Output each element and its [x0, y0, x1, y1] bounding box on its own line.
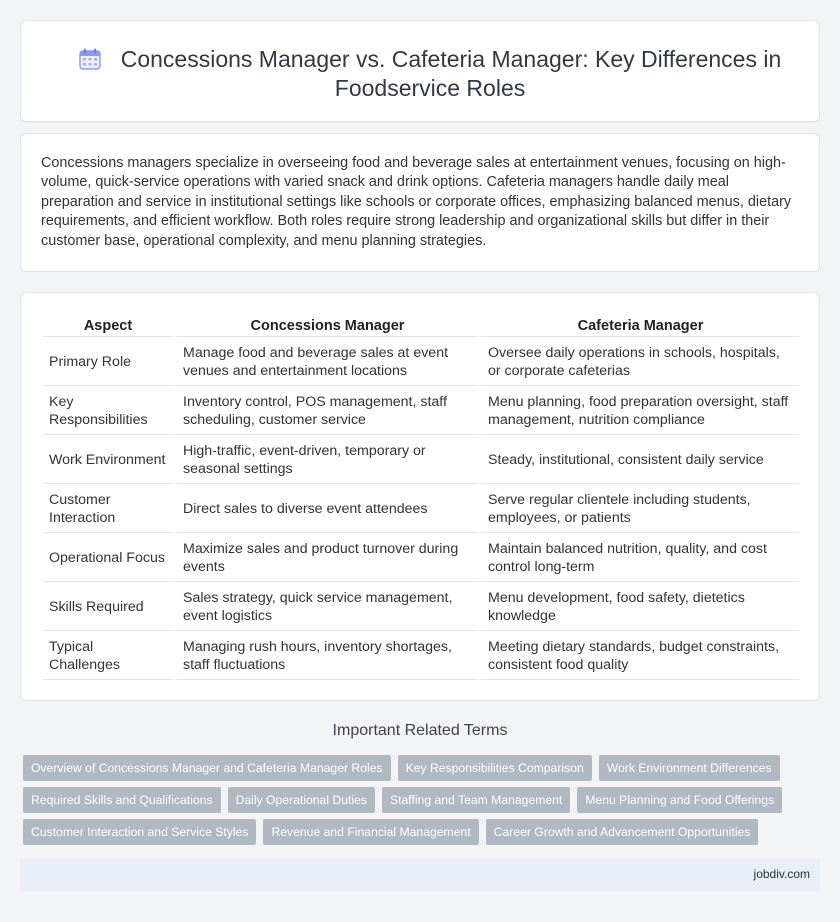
- table-row: [43, 435, 799, 484]
- related-term-tag[interactable]: Customer Interaction and Service Styles: [23, 819, 256, 845]
- tag-row: [23, 755, 823, 781]
- row-cafeteria: Maintain balanced nutrition, quality, and cost control long-term: [478, 533, 799, 582]
- row-cafeteria: Serve regular clientele including students, employees, or patients: [478, 484, 799, 533]
- table-row: [43, 533, 799, 582]
- row-aspect: Customer Interaction: [43, 484, 173, 533]
- related-term-tag[interactable]: Career Growth and Advancement Opportunities: [486, 819, 759, 845]
- intro-card: [20, 133, 820, 272]
- comparison-table: [43, 315, 799, 680]
- row-concessions: Sales strategy, quick service management, event logistics: [173, 582, 478, 631]
- row-concessions: Managing rush hours, inventory shortages, staff fluctuations: [173, 631, 478, 680]
- related-terms-list: [23, 755, 823, 851]
- header-aspect: Aspect: [43, 315, 173, 337]
- related-term-tag[interactable]: Daily Operational Duties: [228, 787, 375, 813]
- row-aspect: Key Responsibilities: [43, 386, 173, 435]
- row-concessions: Inventory control, POS management, staff scheduling, customer service: [173, 386, 478, 435]
- row-cafeteria: Menu planning, food preparation oversight, staff management, nutrition compliance: [478, 386, 799, 435]
- row-aspect: Operational Focus: [43, 533, 173, 582]
- row-cafeteria: Meeting dietary standards, budget constraints, consistent food quality: [478, 631, 799, 680]
- footer: [20, 858, 820, 891]
- table-row: [43, 386, 799, 435]
- row-cafeteria: Oversee daily operations in schools, hospitals, or corporate cafeterias: [478, 337, 799, 386]
- calendar-icon: [79, 48, 101, 70]
- row-concessions: Manage food and beverage sales at event venues and entertainment locations: [173, 337, 478, 386]
- row-concessions: High-traffic, event-driven, temporary or seasonal settings: [173, 435, 478, 484]
- table-row: [43, 337, 799, 386]
- tag-row: [23, 787, 823, 813]
- title-card: [20, 20, 820, 122]
- intro-paragraph: Concessions managers specialize in overseeing food and beverage sales at entertainment venues, focusing on high-volume, quick-service operations with varied snack and drink options. Cafeteria managers handle daily meal preparation and service in institutional settings like schools or corporate offices, emphasizing balanced menus, dietary requirements, and efficient workflow. Both roles require strong leadership and organizational skills but differ in their customer base, operational complexity, and menu planning strategies.: [41, 155, 792, 249]
- table-row: [43, 582, 799, 631]
- comparison-table-card: [20, 292, 820, 701]
- footer-site-link[interactable]: jobdiv.com: [753, 867, 810, 881]
- row-cafeteria: Steady, institutional, consistent daily service: [478, 435, 799, 484]
- row-cafeteria: Menu development, food safety, dietetics knowledge: [478, 582, 799, 631]
- related-term-tag[interactable]: Staffing and Team Management: [382, 787, 570, 813]
- table-header-row: [43, 315, 799, 337]
- header-cafeteria-manager: Cafeteria Manager: [478, 315, 799, 337]
- related-term-tag[interactable]: Revenue and Financial Management: [263, 819, 478, 845]
- related-term-tag[interactable]: Required Skills and Qualifications: [23, 787, 221, 813]
- row-aspect: Work Environment: [43, 435, 173, 484]
- related-term-tag[interactable]: Key Responsibilities Comparison: [398, 755, 592, 781]
- related-terms-heading: Important Related Terms: [332, 722, 508, 739]
- row-aspect: Primary Role: [43, 337, 173, 386]
- header-concessions-manager: Concessions Manager: [173, 315, 478, 337]
- table-row: [43, 484, 799, 533]
- page-title-text: Concessions Manager vs. Cafeteria Manager: Key Differences in Foodservice Roles: [120, 46, 782, 101]
- related-term-tag[interactable]: Overview of Concessions Manager and Cafeteria Manager Roles: [23, 755, 391, 781]
- row-concessions: Direct sales to diverse event attendees: [173, 484, 478, 533]
- tag-row: [23, 819, 823, 845]
- table-row: [43, 631, 799, 680]
- related-term-tag[interactable]: Menu Planning and Food Offerings: [577, 787, 782, 813]
- row-aspect: Skills Required: [43, 582, 173, 631]
- related-term-tag[interactable]: Work Environment Differences: [599, 755, 780, 781]
- row-concessions: Maximize sales and product turnover during events: [173, 533, 478, 582]
- row-aspect: Typical Challenges: [43, 631, 173, 680]
- page-title: [61, 45, 799, 103]
